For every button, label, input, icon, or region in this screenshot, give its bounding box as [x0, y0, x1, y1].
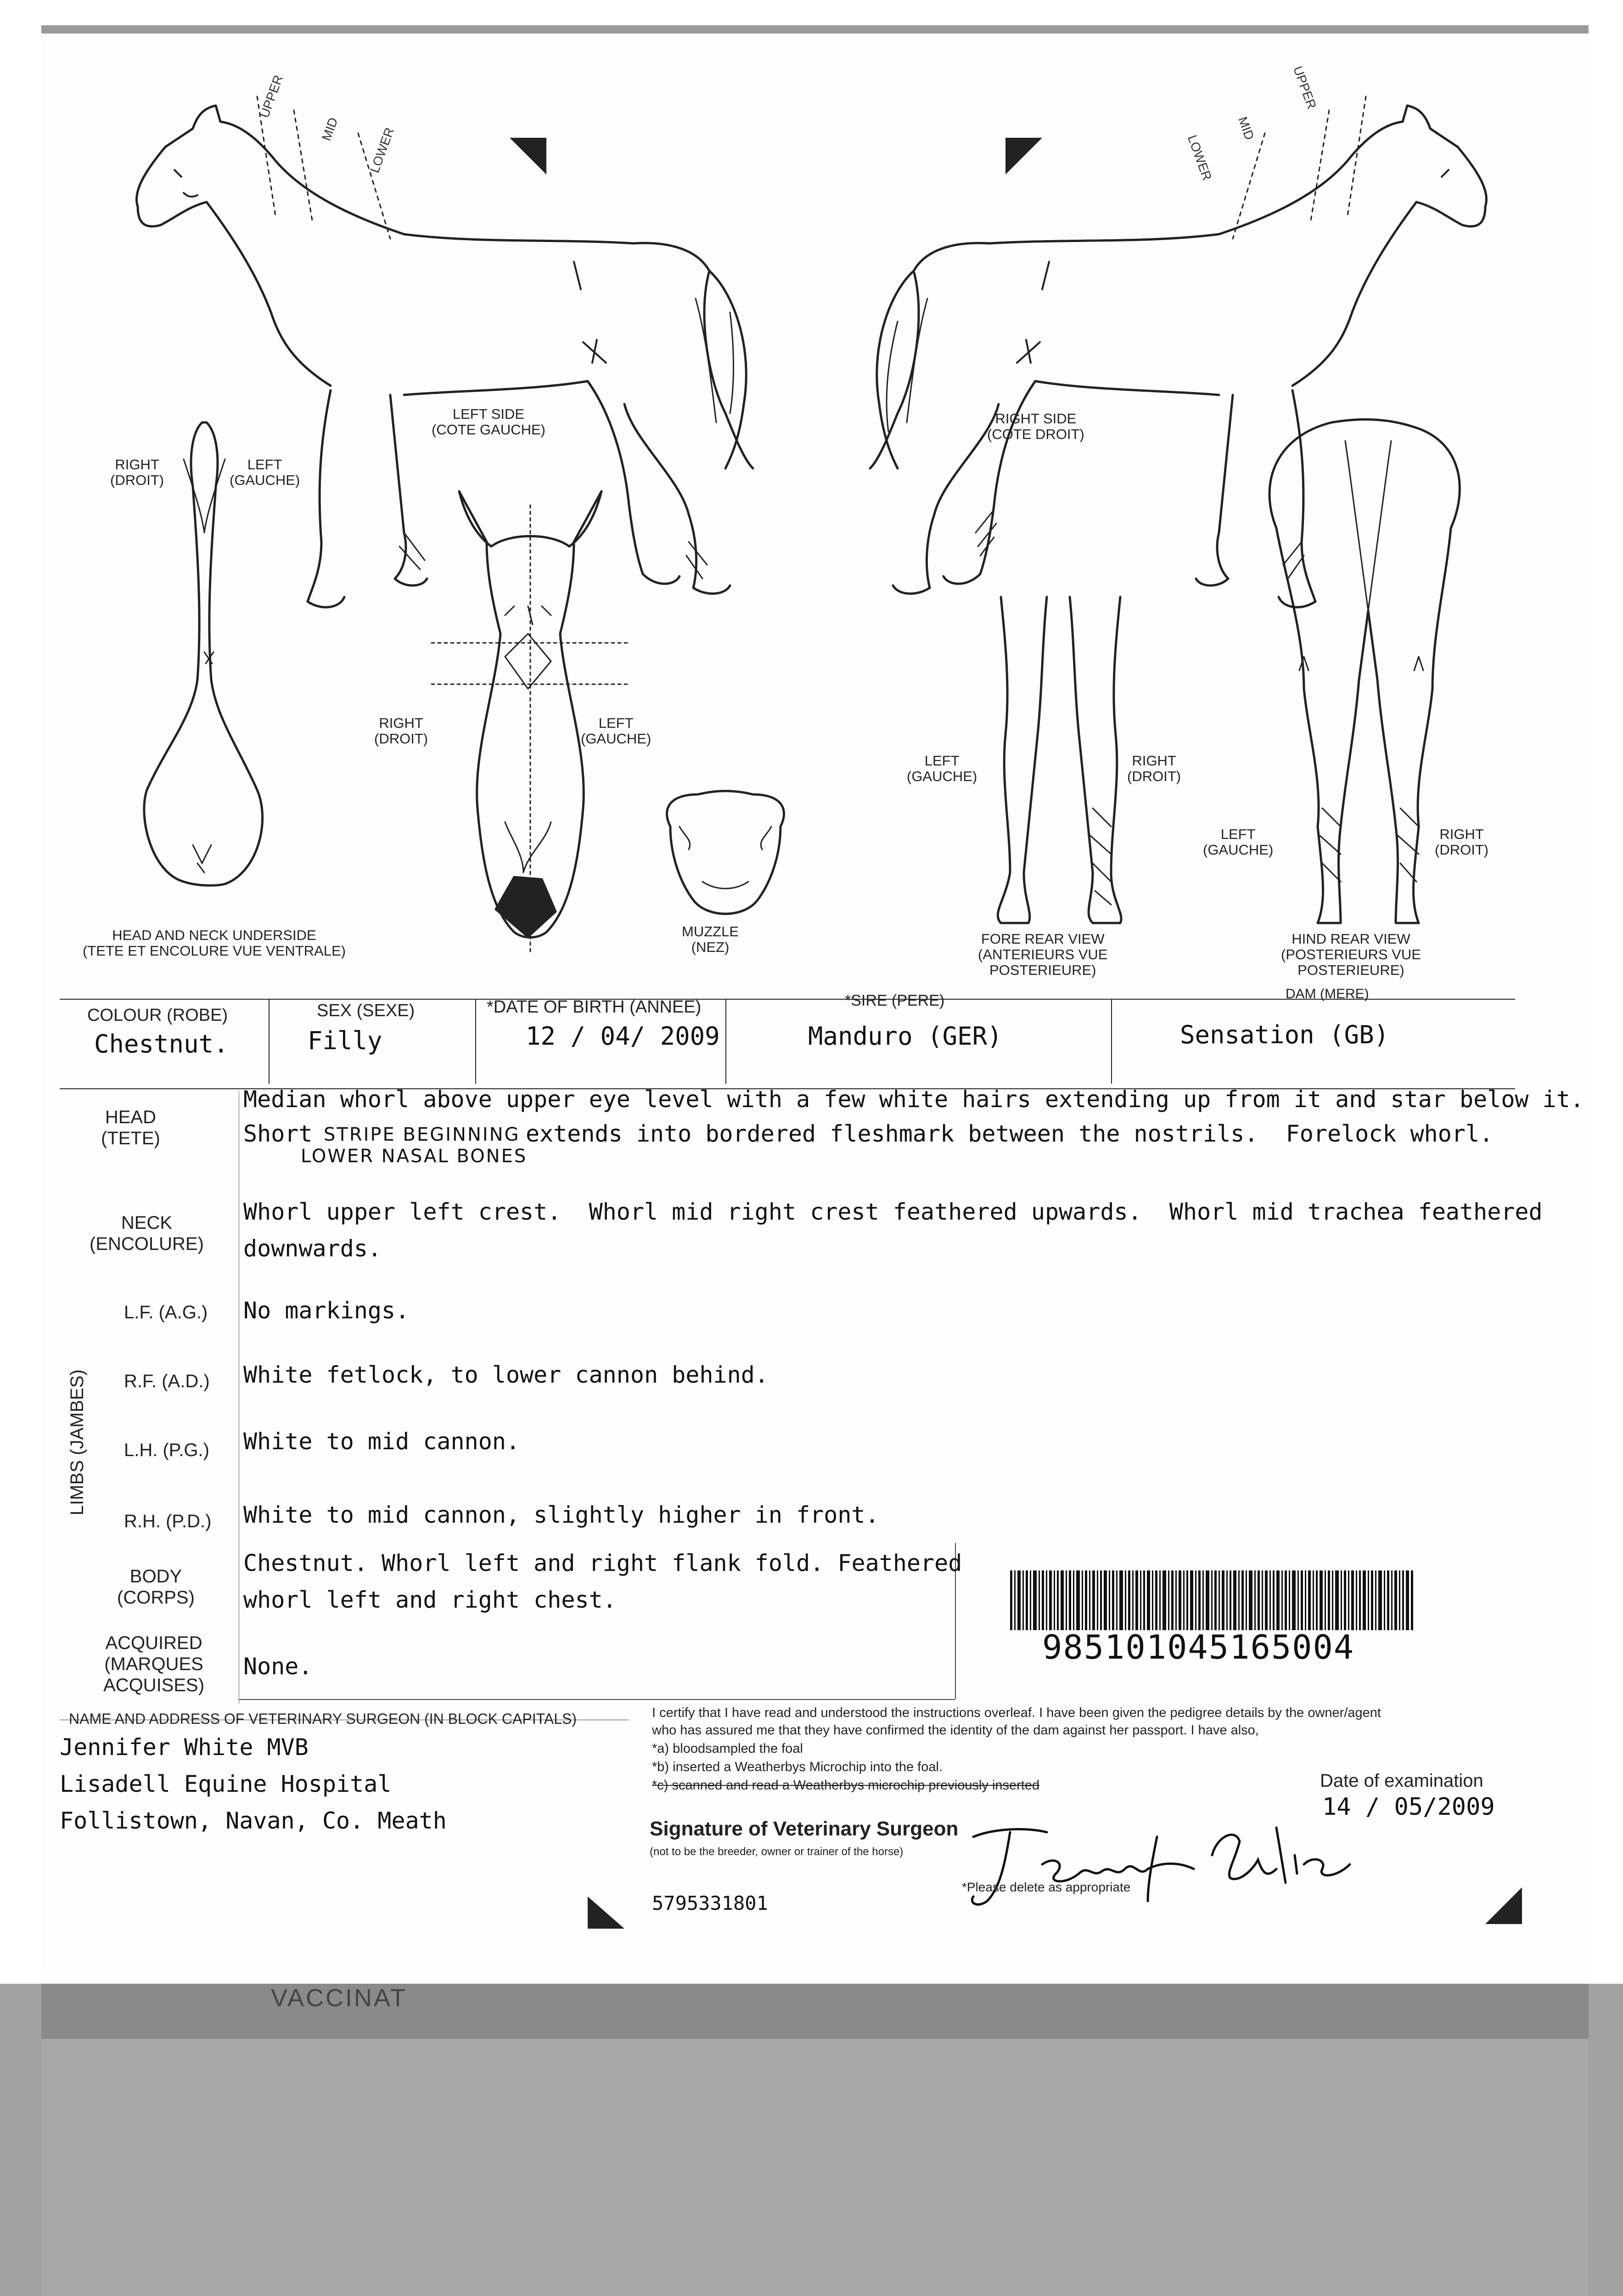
- head-text-line-2b: extends into bordered fleshmark between the nostrils. Forelock whorl.: [526, 1120, 1494, 1147]
- corner-marker-top-left: [510, 138, 546, 174]
- underside-caption: HEAD AND NECK UNDERSIDE (TETE ET ENCOLURE VUE VENTRALE): [83, 927, 346, 959]
- sex-header: SEX (SEXE): [317, 1001, 415, 1020]
- corner-marker-top-right: [1005, 138, 1042, 174]
- acquired-text: None.: [243, 1653, 313, 1680]
- vet-address-header: NAME AND ADDRESS OF VETERINARY SURGEON (IN BLOCK CAPITALS): [69, 1711, 577, 1727]
- vet-hospital: Lisadell Equine Hospital: [60, 1771, 392, 1797]
- col-divider-4: [1111, 999, 1112, 1084]
- neck-underside-outline: [144, 422, 263, 885]
- vet-cert-line-2: who has assured me that they have confirmed the identity of the dam against her passport. I have also,: [652, 1723, 1259, 1738]
- dob-header: *DATE OF BIRTH (ANNEE): [487, 997, 702, 1017]
- hind-right-label: RIGHT (DROIT): [1435, 826, 1489, 858]
- fore-right-label: RIGHT (DROIT): [1127, 753, 1181, 784]
- exam-date-label: Date of examination: [1320, 1771, 1483, 1791]
- hind-rear-view-outline: [1269, 419, 1460, 923]
- underside-left-label: LEFT (GAUCHE): [230, 456, 300, 488]
- serial-number: 5795331801: [652, 1892, 768, 1914]
- lh-text: White to mid cannon.: [243, 1428, 520, 1455]
- sire-value: Manduro (GER): [808, 1022, 1002, 1051]
- underside-right-label: RIGHT (DROIT): [110, 456, 164, 488]
- neck-text-line-2: downwards.: [243, 1235, 382, 1262]
- colour-value: Chestnut.: [94, 1030, 229, 1058]
- fore-rear-view-outline: [998, 597, 1121, 923]
- col-divider-1: [269, 999, 270, 1084]
- vet-address: Follistown, Navan, Co. Meath: [60, 1807, 447, 1834]
- head-right-label: RIGHT (DROIT): [374, 715, 428, 747]
- signature-sublabel: (not to be the breeder, owner or trainer of the horse): [650, 1846, 904, 1858]
- exam-date-value: 14 / 05/2009: [1322, 1793, 1495, 1821]
- sex-value: Filly: [308, 1026, 382, 1055]
- lf-label: L.F. (A.G.): [124, 1302, 208, 1322]
- neck-label-upper-right: UPPER: [1290, 64, 1319, 111]
- signature-label: Signature of Veterinary Surgeon: [650, 1818, 959, 1840]
- barcode-image: [1010, 1570, 1414, 1630]
- limbs-label: LIMBS (JAMBES): [67, 1369, 87, 1515]
- left-side-horse-outline: [137, 96, 753, 607]
- head-handwritten-nasal: LOWER NASAL BONES: [301, 1146, 528, 1167]
- hind-left-label: LEFT (GAUCHE): [1203, 826, 1274, 858]
- lh-label: L.H. (P.G.): [124, 1440, 209, 1460]
- col-divider-2: [475, 999, 476, 1084]
- vet-name: Jennifer White MVB: [60, 1734, 309, 1761]
- vet-cert-line-1: I certify that I have read and understood the instructions overleaf. I have been given the pedigree details by the owner/agent: [652, 1705, 1381, 1720]
- acquired-label: ACQUIRED (MARQUES ACQUISES): [103, 1633, 205, 1695]
- neck-text-line-1: Whorl upper left crest. Whorl mid right crest feathered upwards. Whorl mid trachea feathered: [243, 1199, 1543, 1225]
- rh-label: R.H. (P.D.): [124, 1511, 212, 1531]
- muzzle-outline: [667, 791, 784, 914]
- vaccination-heading-partial: VACCINAT: [271, 1984, 408, 2012]
- body-label: BODY (CORPS): [117, 1566, 195, 1608]
- dam-header: DAM (MERE): [1286, 986, 1369, 1002]
- head-left-label: LEFT (GAUCHE): [581, 715, 651, 747]
- neck-label: NECK (ENCOLURE): [90, 1213, 204, 1254]
- vet-cert-b: *b) inserted a Weatherbys Microchip into the foal.: [652, 1760, 943, 1774]
- lf-text: No markings.: [243, 1297, 410, 1324]
- col-divider-3: [725, 999, 726, 1084]
- neck-label-mid-right: MID: [1235, 115, 1257, 142]
- vet-cert-a: *a) bloodsampled the foal: [652, 1741, 803, 1756]
- neck-label-lower-right: LOWER: [1185, 133, 1215, 183]
- corner-marker-bottom-right: [1485, 1887, 1522, 1924]
- dob-value: 12 / 04/ 2009: [526, 1022, 720, 1051]
- head-text-line-2a: Short: [243, 1120, 313, 1147]
- neck-label-lower-left: LOWER: [367, 125, 397, 175]
- delete-note: *Please delete as appropriate: [962, 1880, 1131, 1894]
- barcode-number: 985101045165004: [1042, 1628, 1355, 1666]
- neck-label-upper-left: UPPER: [257, 73, 286, 120]
- rf-text: White fetlock, to lower cannon behind.: [243, 1362, 769, 1388]
- head-handwritten-stripe: STRIPE BEGINNING: [324, 1124, 520, 1145]
- hind-caption: HIND REAR VIEW (POSTERIEURS VUE POSTERIEURE): [1281, 931, 1421, 978]
- left-side-label: LEFT SIDE (COTE GAUCHE): [432, 406, 545, 438]
- acquired-bottom-rule: [239, 1699, 955, 1700]
- dam-value: Sensation (GB): [1180, 1020, 1389, 1049]
- rf-label: R.F. (A.D.): [124, 1371, 210, 1391]
- body-text-line-1: Chestnut. Whorl left and right flank fold. Feathered: [243, 1550, 962, 1576]
- fore-caption: FORE REAR VIEW (ANTERIEURS VUE POSTERIEURE): [978, 931, 1108, 978]
- horse-diagram: [0, 0, 1623, 992]
- colour-header: COLOUR (ROBE): [87, 1006, 228, 1025]
- sire-header: *SIRE (PERE): [845, 992, 945, 1009]
- corner-marker-bottom-left: [588, 1896, 624, 1929]
- head-label: HEAD (TETE): [101, 1107, 160, 1148]
- head-text-line-1: Median whorl above upper eye level with a few white hairs extending up from it and star below it.: [243, 1086, 1584, 1113]
- neck-label-mid-left: MID: [319, 115, 341, 143]
- right-side-label: RIGHT SIDE (COTE DROIT): [987, 411, 1084, 442]
- muzzle-caption: MUZZLE (NEZ): [682, 923, 739, 955]
- vet-signature: [955, 1809, 1359, 1919]
- body-text-line-2: whorl left and right chest.: [243, 1587, 617, 1613]
- rh-text: White to mid cannon, slightly higher in front.: [243, 1502, 879, 1528]
- vet-cert-c: *c) scanned and read a Weatherbys microchip previously inserted: [652, 1778, 1040, 1793]
- next-page: [41, 2039, 1589, 2296]
- fore-left-label: LEFT (GAUCHE): [907, 753, 977, 784]
- right-side-horse-outline: [870, 96, 1487, 607]
